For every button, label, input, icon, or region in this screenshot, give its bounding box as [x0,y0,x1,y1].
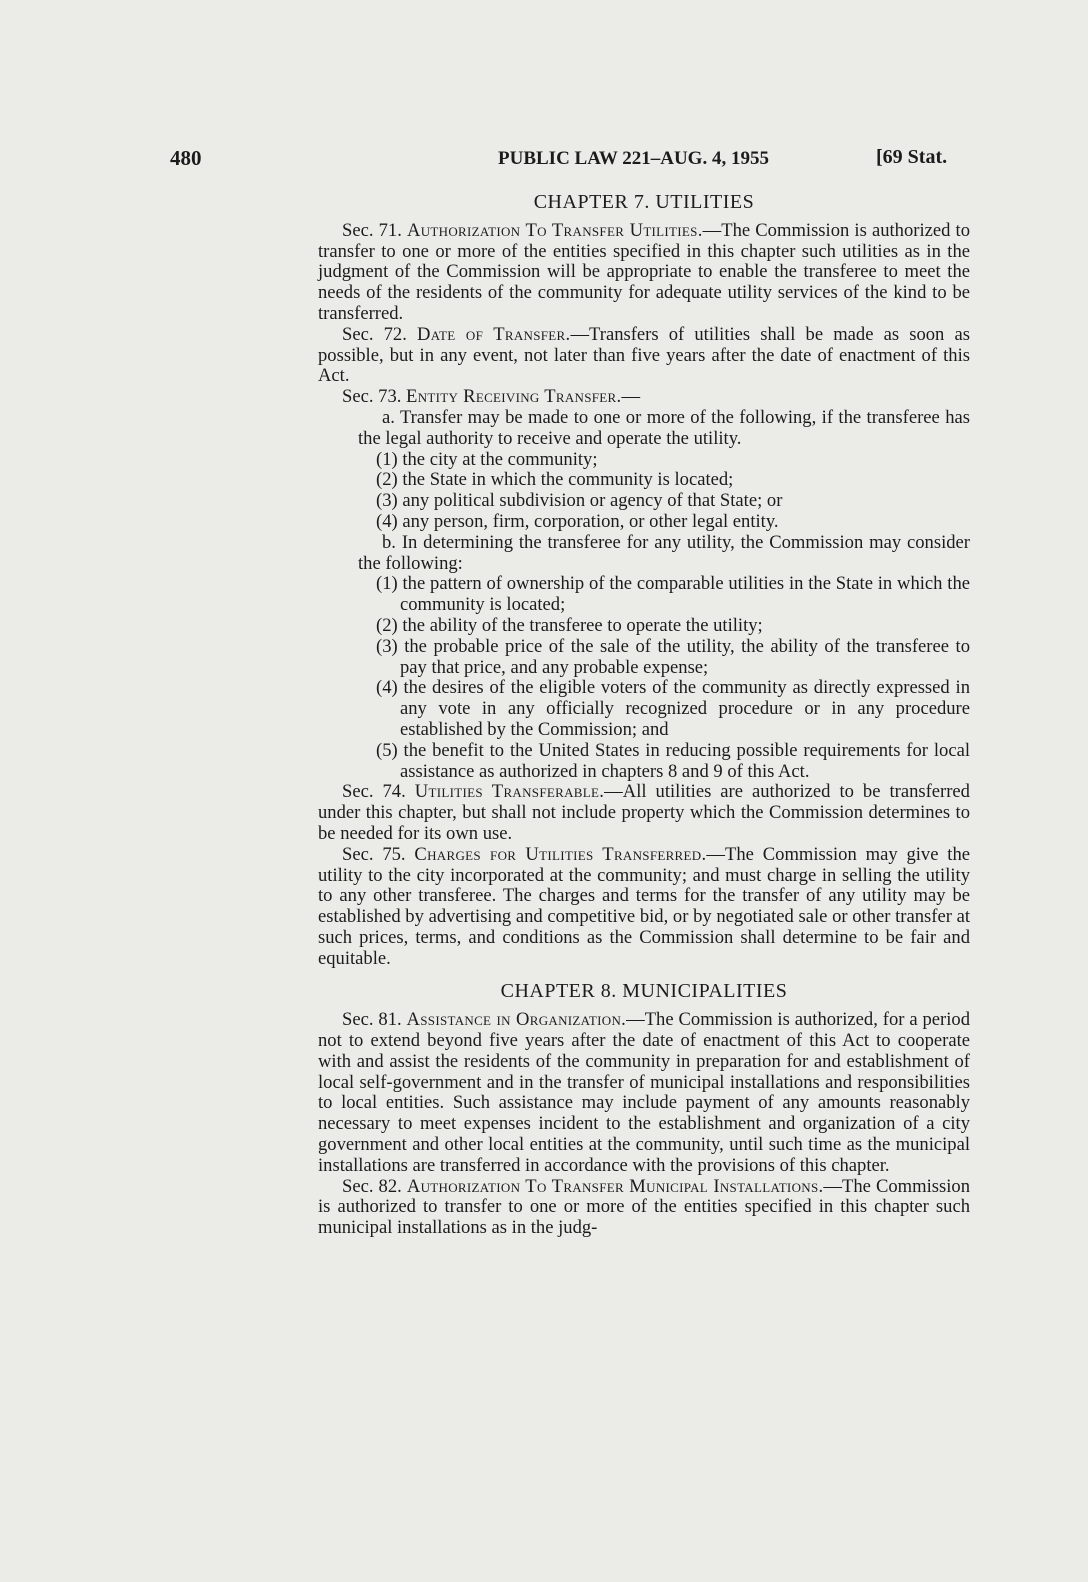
document-body [318,188,970,1239]
section-82-caption: Authorization To Transfer Municipal Installations. [406,1175,824,1197]
section-73-b-item: (3) the probable price of the sale of the utility, the ability of the transferee to pay that price, and any probable expense; [376,635,970,678]
section-72-label: Sec. 72. [342,323,407,345]
running-title: PUBLIC LAW 221–AUG. 4, 1955 [498,148,769,169]
section-73-b: b. In determining the transferee for any utility, the Commission may consider the following: [358,531,970,574]
section-73-a-item: (4) any person, firm, corporation, or other legal entity. [376,510,779,532]
section-71-label: Sec. 71. [342,219,402,241]
page-number: 480 [170,146,202,170]
section-73-label: Sec. 73. [342,386,402,408]
section-75-caption: Charges for Utilities Transferred. [414,843,707,865]
section-81-label: Sec. 81. [342,1009,402,1031]
section-73-b-item: (1) the pattern of ownership of the comparable utilities in the State in which the community is located; [376,573,970,616]
section-82-text: —The Commission is authorized to transfer to one or more of the entities specified in this chapter such municipal installations as in the judg- [318,1175,971,1239]
section-74-caption: Utilities Transferable. [414,781,605,803]
section-73-caption: Entity Receiving Transfer. [406,386,622,408]
section-73-a-item: (3) any political subdivision or agency of that State; or [376,490,783,512]
section-73-a: a. Transfer may be made to one or more of the following, if the transferee has the legal authority to receive and operate the utility. [358,406,970,449]
section-71 [318,221,970,325]
section-73-a-item: (1) the city at the community; [376,448,598,470]
section-82 [318,1177,970,1239]
section-73-b-item: (2) the ability of the transferee to operate the utility; [376,614,763,636]
section-71-text: —The Commission is authorized to transfer to one or more of the entities specified in this chapter such utilities as in the judgment of the Commission will be appropriate to enable the transferee to meet the needs of the residents of the community for adequate utility services of the kind to be transferred. [318,219,971,324]
page-header [158,146,978,172]
chapter-7-heading: CHAPTER 7. UTILITIES [533,191,755,213]
section-73-a-item: (2) the State in which the community is located; [376,469,734,491]
section-73-b-item: (5) the benefit to the United States in reducing possible requirements for local assistance as authorized in chapters 8 and 9 of this Act. [376,739,970,782]
section-72-text: —Transfers of utilities shall be made as soon as possible, but in any event, not later than five years after the date of enactment of this Act. [318,323,970,387]
section-75-text: —The Commission may give the utility to the city incorporated at the community; and must charge in selling the utility to any other transferee. The charges and terms for the transfer of any utility may be established by advertising and competitive bid, or by negotiated sale or other transfer at such prices, terms, and conditions as the Commission shall determine to be fair and equitable. [318,843,971,969]
section-75-label: Sec. 75. [342,843,406,865]
section-73 [318,387,970,408]
volume-reference: [69 Stat. [876,146,948,168]
section-72 [318,325,970,387]
section-81-caption: Assistance in Organization. [406,1009,627,1031]
section-72-caption: Date of Transfer. [417,323,571,345]
section-73-b-item: (4) the desires of the eligible voters of the community as directly expressed in any vote in any officially recognized procedure or in any procedure established by the Commission; and [376,677,970,740]
section-81-text: —The Commission is authorized, for a period not to extend beyond five years after the date of enactment of this Act to cooperate with and assist the residents of the community in preparation for and establishment of local self-government and in the transfer of municipal installations and responsibilities to local entities. Such assistance may include payment of any amounts reasonably necessary to meet expenses incident to the establishment and organization of a city government and other local entities at the community, until such time as the municipal installations are transferred in accordance with the provisions of this chapter. [318,1009,970,1176]
section-75 [318,845,970,970]
section-74 [318,782,970,844]
section-74-label: Sec. 74. [342,781,406,803]
section-81 [318,1010,970,1176]
section-71-caption: Authorization To Transfer Utilities. [407,219,703,241]
section-74-text: —All utilities are authorized to be transferred under this chapter, but shall not include property which the Commission determines to be needed for its own use. [318,781,970,844]
chapter-8-heading: CHAPTER 8. MUNICIPALITIES [500,980,788,1003]
section-82-label: Sec. 82. [342,1175,402,1197]
section-73-text: — [621,386,641,408]
